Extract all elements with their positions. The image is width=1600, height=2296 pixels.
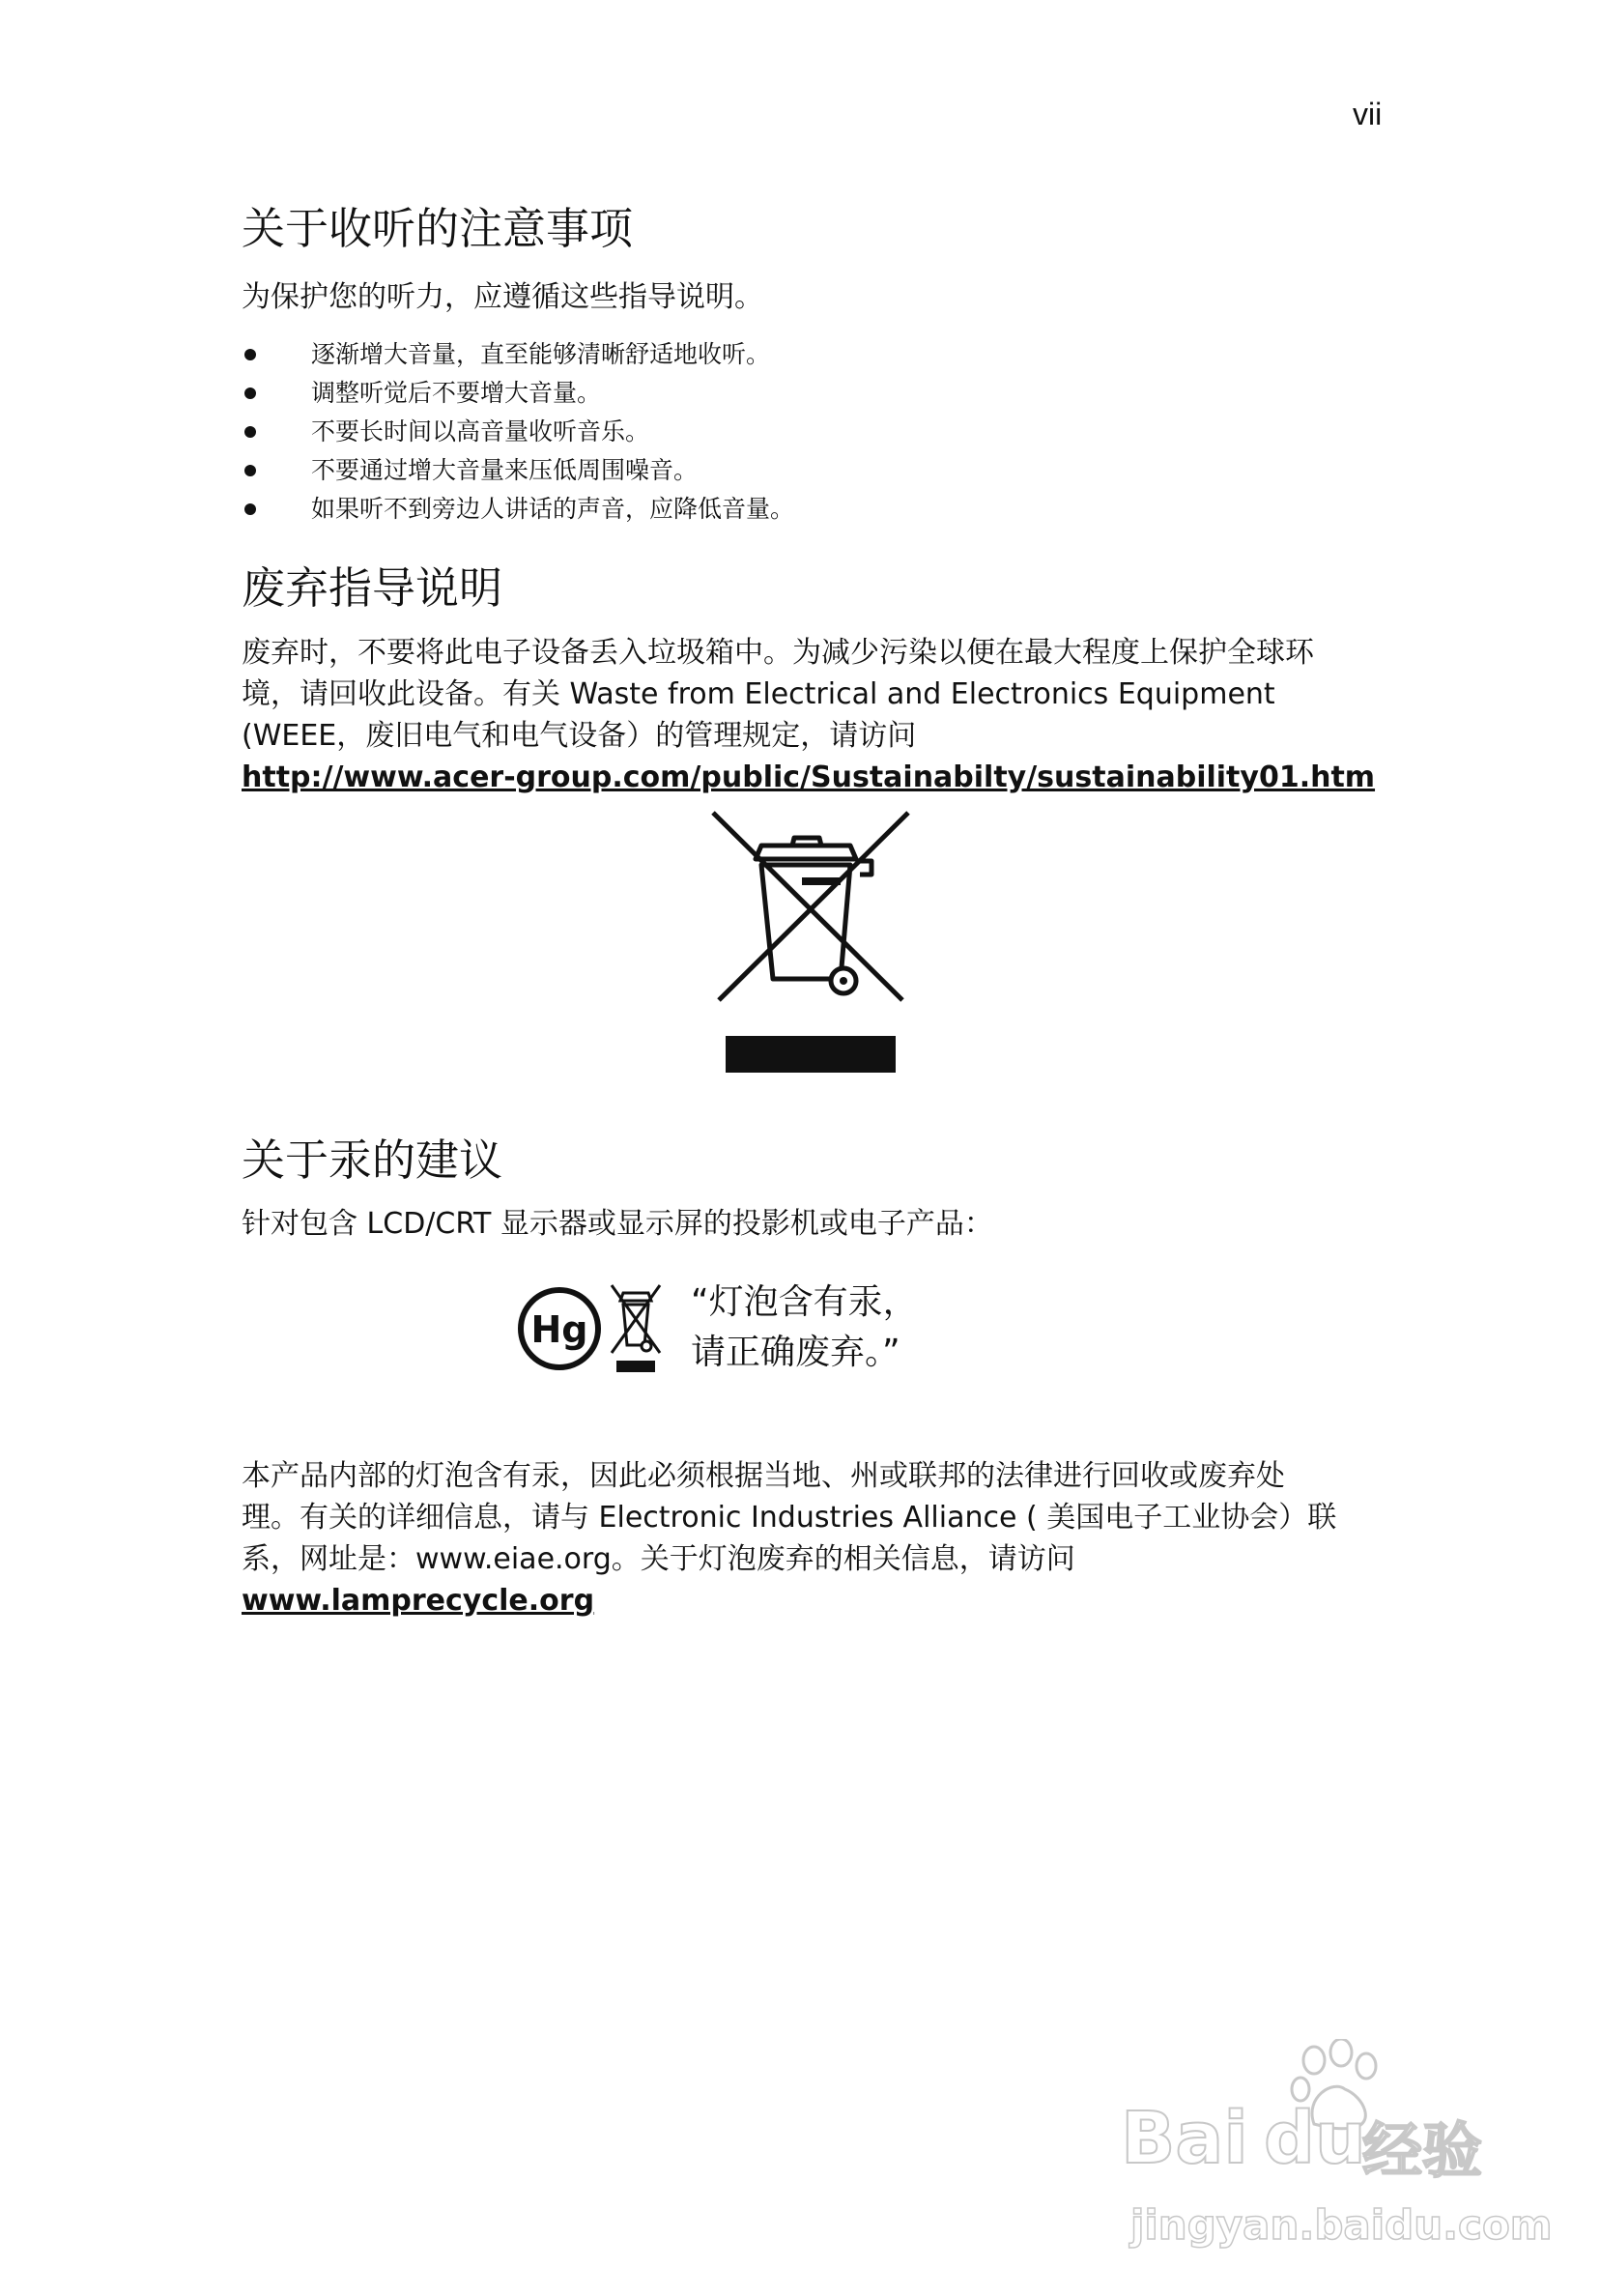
mercury-section-title: 关于汞的建议: [242, 1134, 503, 1186]
lamprecycle-link[interactable]: www.lamprecycle.org: [242, 1584, 595, 1618]
watermark-brand-cn: 经验: [1362, 2115, 1483, 2186]
list-item: 不要长时间以高音量收听音乐。: [242, 413, 794, 451]
hearing-intro: 为保护您的听力，应遵循这些指导说明。: [242, 280, 763, 314]
mercury-quote: “灯泡含有汞， 请正确废弃。”: [691, 1282, 918, 1372]
watermark-brand-right: du: [1264, 2097, 1366, 2180]
crossed-out-wheelie-bin-icon: [705, 807, 918, 1077]
mercury-intro: 针对包含 LCD/CRT 显示器或显示屏的投影机或电子产品：: [242, 1207, 993, 1241]
list-item: 如果听不到旁边人讲话的声音，应降低音量。: [242, 490, 794, 529]
bullet-icon: [244, 465, 256, 476]
small-crossed-bin-icon: [612, 1285, 660, 1353]
bullet-icon: [244, 387, 256, 399]
hg-label: Hg: [530, 1308, 588, 1351]
mercury-paragraph: 本产品内部的灯泡含有汞，因此必须根据当地、州或联邦的法律进行回收或废弃处 理。有关的详细信息，请与 Electronic Industries Alliance ( 美国电子工业协会）联 系，网址是：www.eiae.org。关于灯泡废弃的相关信息，请访问 www.lamprecycle.org: [242, 1459, 1337, 1618]
list-item: 逐渐增大音量，直至能够清晰舒适地收听。: [242, 335, 794, 374]
bullet-icon: [244, 349, 256, 360]
watermark-url: jingyan.baidu.com: [1130, 2201, 1553, 2249]
hearing-bullet-list: [242, 335, 794, 529]
hearing-section-title: 关于收听的注意事项: [242, 203, 634, 254]
bullet-icon: [244, 426, 256, 438]
watermark-brand-left: Bai: [1121, 2097, 1248, 2180]
baidu-jingyan-watermark: [1121, 2039, 1553, 2261]
disposal-paragraph: 废弃时，不要将此电子设备丢入垃圾箱中。为减少污染以便在最大程度上保护全球环 境，请回收此设备。有关 Waste from Electrical and Electronics Equipment (WEEE，废旧电气和电气设备）的管理规定，请访问 http://www.acer-group.com/public/Sustainabilty/sustainability01.htm: [242, 636, 1376, 794]
bullet-icon: [244, 503, 256, 515]
weee-link[interactable]: http://www.acer-group.com/public/Sustainabilty/sustainability01.htm: [242, 761, 1376, 794]
page-number: vii: [1353, 97, 1383, 131]
disposal-section-title: 废弃指导说明: [242, 562, 503, 614]
list-item: 调整听觉后不要增大音量。: [242, 374, 794, 413]
list-item: 不要通过增大音量来压低周围噪音。: [242, 451, 794, 490]
